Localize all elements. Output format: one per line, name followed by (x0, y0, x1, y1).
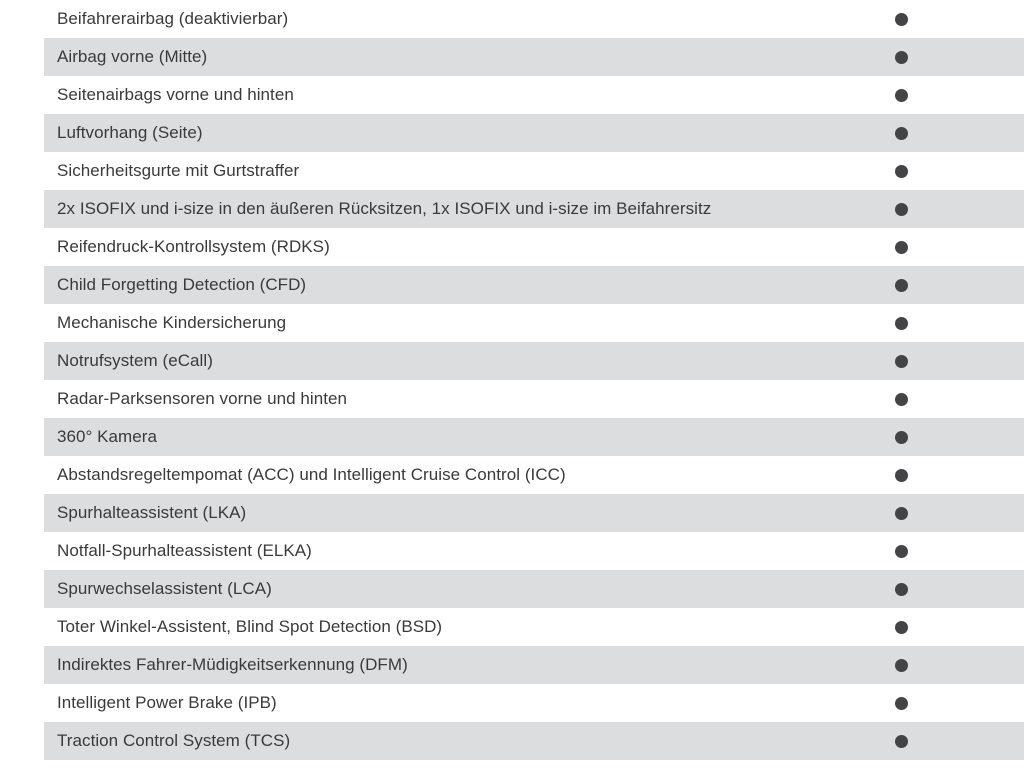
available-dot-icon (895, 89, 908, 102)
table-row (44, 114, 1024, 152)
table-row (44, 684, 1024, 722)
table-row (44, 342, 1024, 380)
feature-label: Spurhalteassistent (LKA) (57, 503, 247, 522)
feature-label: 360° Kamera (57, 427, 157, 446)
availability-cell (864, 241, 938, 254)
availability-cell (864, 317, 938, 330)
table-row (44, 456, 1024, 494)
feature-label: Abstandsregeltempomat (ACC) und Intelligent Cruise Control (ICC) (57, 465, 566, 484)
table-row (44, 266, 1024, 304)
feature-label: Toter Winkel-Assistent, Blind Spot Detection (BSD) (57, 617, 443, 636)
availability-cell (864, 393, 938, 406)
availability-cell (864, 431, 938, 444)
table-row (44, 76, 1024, 114)
feature-label: Indirektes Fahrer-Müdigkeitserkennung (DFM) (57, 655, 408, 674)
available-dot-icon (895, 355, 908, 368)
available-dot-icon (895, 127, 908, 140)
table-row (44, 228, 1024, 266)
availability-cell (864, 89, 938, 102)
available-dot-icon (895, 317, 908, 330)
table-row (44, 304, 1024, 342)
table-row (44, 38, 1024, 76)
availability-cell (864, 279, 938, 292)
available-dot-icon (895, 659, 908, 672)
feature-label: Traction Control System (TCS) (57, 731, 291, 750)
feature-label: Seitenairbags vorne und hinten (57, 85, 294, 104)
availability-cell (864, 621, 938, 634)
available-dot-icon (895, 431, 908, 444)
availability-cell (864, 203, 938, 216)
feature-label: Sicherheitsgurte mit Gurtstraffer (57, 161, 300, 180)
available-dot-icon (895, 279, 908, 292)
feature-table (44, 0, 1024, 760)
feature-label: 2x ISOFIX und i-size in den äußeren Rücksitzen, 1x ISOFIX und i-size im Beifahrersitz (57, 199, 712, 218)
table-row (44, 646, 1024, 684)
table-row (44, 380, 1024, 418)
feature-label: Airbag vorne (Mitte) (57, 47, 208, 66)
feature-label: Luftvorhang (Seite) (57, 123, 203, 142)
table-row (44, 152, 1024, 190)
available-dot-icon (895, 507, 908, 520)
available-dot-icon (895, 621, 908, 634)
available-dot-icon (895, 735, 908, 748)
availability-cell (864, 507, 938, 520)
feature-label: Spurwechselassistent (LCA) (57, 579, 272, 598)
available-dot-icon (895, 697, 908, 710)
available-dot-icon (895, 393, 908, 406)
feature-label: Notrufsystem (eCall) (57, 351, 213, 370)
availability-cell (864, 659, 938, 672)
feature-label: Mechanische Kindersicherung (57, 313, 287, 332)
feature-label: Reifendruck-Kontrollsystem (RDKS) (57, 237, 330, 256)
availability-cell (864, 165, 938, 178)
availability-cell (864, 127, 938, 140)
available-dot-icon (895, 545, 908, 558)
table-row (44, 494, 1024, 532)
table-row (44, 190, 1024, 228)
table-row (44, 608, 1024, 646)
availability-cell (864, 583, 938, 596)
available-dot-icon (895, 13, 908, 26)
table-row (44, 722, 1024, 760)
availability-cell (864, 735, 938, 748)
table-row (44, 418, 1024, 456)
availability-cell (864, 545, 938, 558)
table-row (44, 570, 1024, 608)
availability-cell (864, 469, 938, 482)
feature-label: Child Forgetting Detection (CFD) (57, 275, 307, 294)
table-row (44, 532, 1024, 570)
available-dot-icon (895, 583, 908, 596)
feature-label: Notfall-Spurhalteassistent (ELKA) (57, 541, 312, 560)
available-dot-icon (895, 51, 908, 64)
feature-label: Beifahrerairbag (deaktivierbar) (57, 9, 289, 28)
availability-cell (864, 697, 938, 710)
table-row (44, 0, 1024, 38)
availability-cell (864, 355, 938, 368)
feature-label: Radar-Parksensoren vorne und hinten (57, 389, 347, 408)
available-dot-icon (895, 203, 908, 216)
availability-cell (864, 51, 938, 64)
available-dot-icon (895, 469, 908, 482)
available-dot-icon (895, 165, 908, 178)
availability-cell (864, 13, 938, 26)
available-dot-icon (895, 241, 908, 254)
feature-label: Intelligent Power Brake (IPB) (57, 693, 277, 712)
